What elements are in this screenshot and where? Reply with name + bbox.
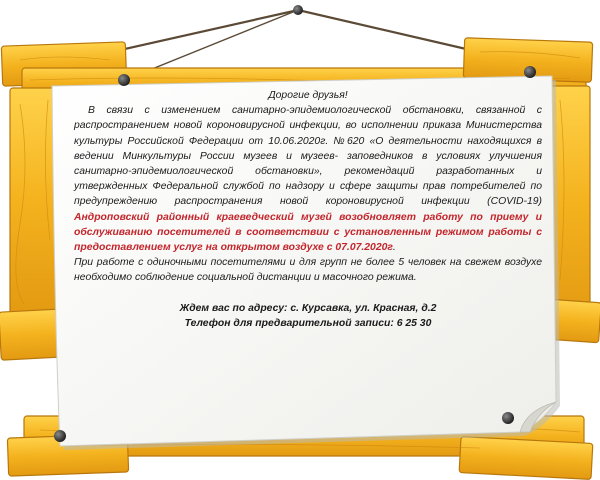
body-line: короновирусной инфекции (COVID-19) [325,196,543,208]
notice-body [74,103,542,255]
rules-line: При работе с одиночными посетителями и для групп не более 5 человек на свежем [74,257,502,269]
body-line: сфере защиты прав потребителей по предупреждению распространения новой [74,181,543,208]
rules-text [74,255,542,285]
highlight-line: Андроповский районный краеведческий [74,211,294,223]
rules-line: воздухе необходимо соблюдение социальной дистанции и масочного режима. [74,257,542,284]
body-line: распространением новой короновирусной инфекции, во исполнении приказа [74,120,462,132]
body-line: «О деятельности находящихся в ведении Минкультуры России музеев и музеев- [74,135,543,162]
address-line: Ждем вас по адресу: с. Курсавка, ул. Красная, д.2 [179,302,437,314]
highlight-line: музей возобновляет работу по приему и обслуживанию посетителей в [74,211,543,238]
body-line: Министерства культуры Российской Федерации от 10.06.2020г. №620 [74,120,542,147]
highlight-line: на открытом воздухе с 07.07.2020г [205,242,393,254]
greeting: Дорогие друзья! [268,90,348,101]
highlight-end: . [392,242,396,254]
body-line: рекомендаций разработанных и утвержденных Федеральной службой по надзору и [74,166,543,193]
pin-top-right-icon [524,66,536,78]
pin-top-left-icon [118,74,130,86]
spacer [74,286,542,301]
notice-text [62,88,558,434]
phone-line: Телефон для предварительной записи: 6 25 30 [184,317,432,329]
top-nail-icon [293,5,303,15]
body-line: заповедников в условиях улучшения санитарно-эпидемиологической обстановки», [74,150,542,178]
highlight-line: соответствии с установленным режимом работы с предоставлением услуг [74,226,543,254]
body-line: В связи с изменением санитарно-эпидемиологической обстановки, связанной с [88,105,542,117]
